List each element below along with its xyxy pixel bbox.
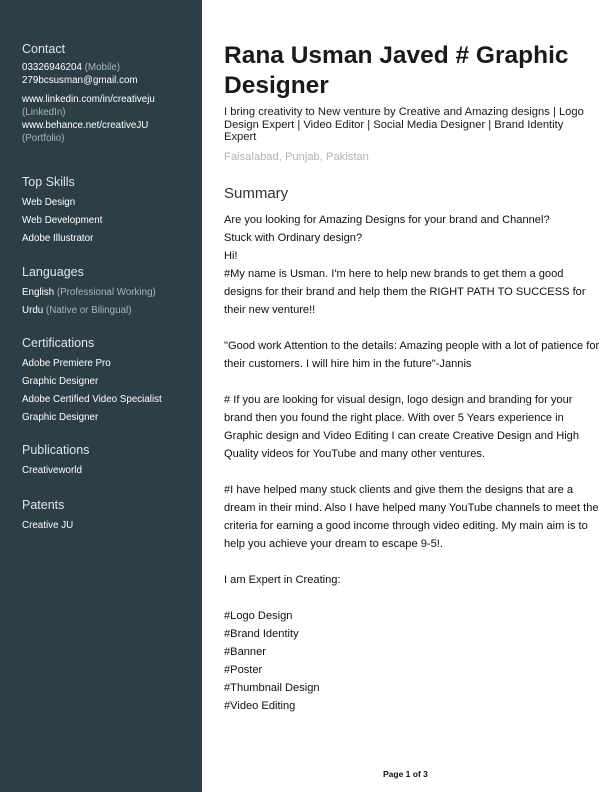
summary-paragraph: # If you are looking for visual design, logo design and branding for your brand then you found the right place. With over 5 Years experience in Graphic design and Video Editing I can create Creative Design and High Quality videos for YouTube and many other ventures. bbox=[224, 394, 580, 460]
contact-section bbox=[22, 41, 198, 145]
languages-heading: Languages bbox=[22, 265, 84, 279]
certification-item: Graphic Designer bbox=[22, 412, 99, 423]
sidebar bbox=[0, 0, 202, 792]
skill-item: Web Development bbox=[22, 215, 103, 226]
summary-heading: Summary bbox=[224, 185, 289, 202]
page-number: Page 1 of 3 bbox=[383, 769, 428, 779]
patents-section bbox=[22, 497, 198, 535]
publications-section bbox=[22, 442, 198, 480]
skills-section bbox=[22, 174, 198, 248]
skills-heading: Top Skills bbox=[22, 175, 75, 189]
publications-heading: Publications bbox=[22, 443, 90, 457]
patents-heading: Patents bbox=[22, 498, 65, 512]
behance-link[interactable]: www.behance.net/creativeJU bbox=[22, 120, 149, 131]
language-name: English bbox=[22, 287, 55, 298]
patent-item: Creative JU bbox=[22, 520, 74, 531]
phone-type: (Mobile) bbox=[84, 62, 121, 73]
profile-name: Rana Usman Javed # Graphic Designer bbox=[224, 42, 569, 99]
phone-number[interactable]: 03326946204 bbox=[22, 62, 82, 73]
certifications-section bbox=[22, 335, 198, 427]
linkedin-label: (LinkedIn) bbox=[22, 107, 66, 118]
linkedin-link[interactable]: www.linkedin.com/in/creativeju bbox=[22, 94, 155, 105]
summary-paragraph: #I have helped many stuck clients and give them the designs that are a dream in their mind. Also I have helped many YouTube channels to meet the criteria for earning a good income through video editing. My main aim is to help you achieve your dream to escape 9-5!. bbox=[224, 484, 599, 550]
summary-list: #Logo Design #Brand Identity #Banner #Poster #Thumbnail Design #Video Editing bbox=[224, 610, 320, 712]
profile-headline: I bring creativity to New venture by Creative and Amazing designs | Logo Design Expert | Video Editor | Social Media Designer | Brand Identity Expert bbox=[224, 106, 584, 143]
skill-item: Web Design bbox=[22, 197, 76, 208]
publication-item: Creativeworld bbox=[22, 465, 82, 476]
summary-paragraph: I am Expert in Creating: bbox=[224, 574, 341, 586]
languages-section bbox=[22, 264, 198, 320]
email-link[interactable]: 279bcsusman@gmail.com bbox=[22, 75, 138, 86]
summary-paragraph: Are you looking for Amazing Designs for your brand and Channel? Stuck with Ordinary design? Hi! #My name is Usman. I'm here to help new brands to get them a good designs for their brand and help them the RIGHT PATH TO SUCCESS for their new venture!! bbox=[224, 214, 586, 316]
contact-heading: Contact bbox=[22, 42, 66, 56]
certifications-heading: Certifications bbox=[22, 336, 95, 350]
language-item bbox=[22, 302, 198, 320]
behance-label: (Portfolio) bbox=[22, 133, 65, 144]
language-name: Urdu bbox=[22, 305, 44, 316]
profile-location: Faisalabad, Punjab, Pakistan bbox=[224, 151, 369, 163]
certification-item: Graphic Designer bbox=[22, 376, 99, 387]
language-level: (Professional Working) bbox=[56, 287, 156, 298]
language-level: (Native or Bilingual) bbox=[45, 305, 132, 316]
language-item bbox=[22, 284, 198, 302]
certification-item: Adobe Premiere Pro bbox=[22, 358, 111, 369]
certification-item: Adobe Certified Video Specialist bbox=[22, 394, 162, 405]
phone-line bbox=[22, 61, 198, 74]
summary-body bbox=[224, 211, 600, 715]
summary-paragraph: "Good work Attention to the details: Amazing people with a lot of patience for their customers. I will hire him in the future"-Jannis bbox=[224, 340, 600, 370]
skill-item: Adobe Illustrator bbox=[22, 233, 94, 244]
